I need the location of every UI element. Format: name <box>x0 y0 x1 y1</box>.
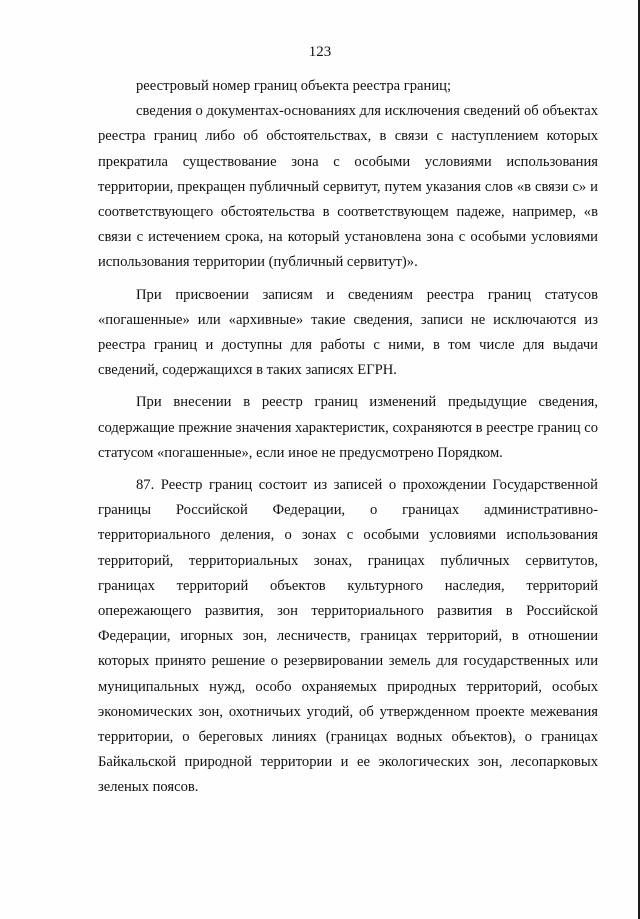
body-text <box>98 74 598 808</box>
paragraph-archived-status: При присвоении записям и сведениям реестра границ статусов «погашенные» или «архивные» такие сведения, записи не исключаются из реестра границ и доступны для работы с ними, в том числе для выдачи сведений, содержащихся в таких записях ЕГРН. <box>98 286 598 379</box>
paragraph-registry-number: реестровый номер границ объекта реестра границ; <box>136 78 451 94</box>
page-number: 123 <box>308 44 332 60</box>
paragraph-exclusion-documents: сведения о документах-основаниях для исключения сведений об объектах реестра границ либо об обстоятельствах, в связи с наступлением которых прекратила существование зона с особыми условиями использования территории, прекращен публичный сервитут, путем указания слов «в связи с» и соответствующего обстоятельства в соответствующем падеже, например, «в связи с истечением срока, на который установлена зона с особыми условиями использования территории (публичный сервитут)». <box>98 103 598 271</box>
paragraph-item-87: 87. Реестр границ состоит из записей о прохождении Государственной границы Российской Федерации, о границах административно-территориального деления, о зонах с особыми условиями использования территорий, территориальных зонах, границах публичных сервитутов, границах территорий объектов культурного наследия, территорий опережающего развития, зон территориального развития в Российской Федерации, игорных зон, лесничеств, границах территорий, в отношении которых принято решение о резервировании земель для государственных или муниципальных нужд, особо охраняемых природных территорий, особых экономических зон, охотничьих угодий, об утвержденном проекте межевания территории, о береговых линиях (границах водных объектов), о границах Байкальской природной территории и ее экологических зон, лесопарковых зеленых поясов. <box>98 477 598 796</box>
paragraph-changes-history: При внесении в реестр границ изменений предыдущие сведения, содержащие прежние значения характеристик, сохраняются в реестре границ со статусом «погашенные», если иное не предусмотрено Порядком. <box>98 394 598 461</box>
